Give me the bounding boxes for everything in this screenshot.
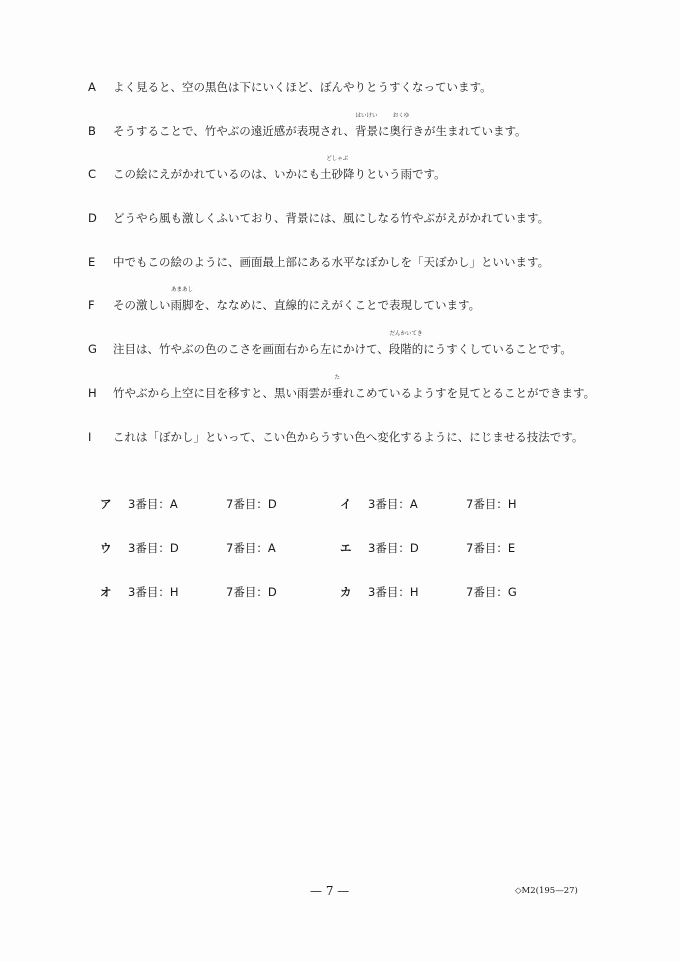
furigana: はいけい <box>355 112 378 119</box>
option-label: イ <box>340 497 352 511</box>
statement-letter: A <box>88 80 96 94</box>
option-ka[interactable] <box>340 582 580 626</box>
statement-c <box>88 156 648 209</box>
furigana: た <box>334 374 340 381</box>
statement-i <box>88 428 648 472</box>
option-seventh: 7番目：E <box>466 541 516 555</box>
option-label: ア <box>100 497 112 511</box>
option-label: オ <box>100 585 112 599</box>
option-seventh: 7番目：G <box>466 585 517 599</box>
ruby-base: 背景 <box>354 123 378 138</box>
statement-text <box>113 374 648 402</box>
ruby-base: 奥行 <box>389 123 413 138</box>
option-label: エ <box>340 541 352 555</box>
statement-text-part: きが生まれています。 <box>412 123 527 138</box>
page-number: — 7 — <box>310 884 350 898</box>
ruby-word <box>389 112 413 140</box>
answer-options <box>100 494 580 626</box>
statement-text-part: りという雨です。 <box>354 167 446 182</box>
statement-text <box>113 156 648 183</box>
statement-text-part: にうすくしていることです。 <box>423 342 572 357</box>
statement-text <box>113 287 648 314</box>
option-third: 3番目：A <box>128 497 178 511</box>
statement-text <box>113 112 648 140</box>
ruby-word <box>170 287 194 314</box>
option-third: 3番目：A <box>368 497 418 511</box>
furigana: どしゃぶ <box>326 156 349 163</box>
ruby-word <box>320 156 355 183</box>
option-row <box>100 582 580 626</box>
ruby-word <box>354 112 378 140</box>
option-seventh: 7番目：H <box>466 497 517 511</box>
statement-text-part: を、ななめに、直線的にえがくことで表現しています。 <box>193 298 481 313</box>
option-row <box>100 494 580 538</box>
statement-g <box>88 331 648 384</box>
statement-text <box>113 331 648 358</box>
statement-letter: I <box>88 429 92 444</box>
option-i[interactable] <box>340 494 580 538</box>
ruby-base: 垂 <box>331 385 343 400</box>
option-e[interactable] <box>340 538 580 582</box>
ruby-base: 雨脚 <box>170 298 194 313</box>
statement-letter: D <box>88 211 97 226</box>
option-third: 3番目：H <box>368 585 419 599</box>
option-u[interactable] <box>100 538 340 582</box>
option-o[interactable] <box>100 582 340 626</box>
furigana: だんかいてき <box>389 331 423 338</box>
option-seventh: 7番目：D <box>226 497 277 511</box>
document-code: ◇M2(195—27) <box>515 886 578 896</box>
statement-text-part: この絵にえがかれているのは、いかにも <box>113 167 320 182</box>
ruby-word <box>388 331 424 358</box>
statement-text-part: 竹やぶから上空に目を移すと、黒い雨雲が <box>113 385 332 400</box>
statement-text: どうやら風も激しくふいており、背景には、風にしなる竹やぶがえがかれています。 <box>113 211 550 226</box>
statement-letter: H <box>88 385 97 400</box>
statement-b <box>88 112 648 166</box>
statement-text-part: 注目は、竹やぶの色のこさを画面右から左にかけて、 <box>113 342 389 357</box>
statement-letter: G <box>88 342 97 357</box>
statement-text-part: れこめているようすを見てとることができます。 <box>343 385 596 400</box>
statement-text-part: そうすることで、竹やぶの遠近感が表現され、 <box>113 123 355 138</box>
statement-text: これは「ぼかし」といって、こい色からうすい色へ変化するように、にじませる技法です。 <box>113 429 584 444</box>
statement-text-part: その激しい <box>113 298 171 313</box>
statement-text-part: に <box>377 123 390 138</box>
statement-f <box>88 287 648 340</box>
option-third: 3番目：H <box>128 585 179 599</box>
option-row <box>100 538 580 582</box>
statement-d <box>88 209 648 253</box>
statement-letter: C <box>88 167 97 182</box>
ruby-base: 段階的 <box>388 342 424 357</box>
statement-list <box>88 78 648 471</box>
option-seventh: 7番目：A <box>226 541 276 555</box>
statement-text: よく見ると、空の黒色は下にいくほど、ぼんやりとうすくなっています。 <box>113 80 492 94</box>
option-a[interactable] <box>100 494 340 538</box>
option-label: ウ <box>100 541 112 555</box>
statement-letter: F <box>88 298 95 313</box>
option-third: 3番目：D <box>128 541 179 555</box>
option-label: カ <box>340 585 352 599</box>
furigana: おくゆ <box>392 112 410 119</box>
statement-letter: E <box>88 254 96 269</box>
option-seventh: 7番目：D <box>226 585 277 599</box>
option-third: 3番目：D <box>368 541 419 555</box>
statement-h <box>88 374 648 428</box>
furigana: あまあし <box>170 287 193 294</box>
ruby-word <box>331 374 344 402</box>
statement-letter: B <box>88 123 96 138</box>
statement-text: 中でもこの絵のように、画面最上部にある水平なぼかしを「天ぼかし」といいます。 <box>113 254 550 269</box>
ruby-base: 土砂降 <box>320 167 355 182</box>
